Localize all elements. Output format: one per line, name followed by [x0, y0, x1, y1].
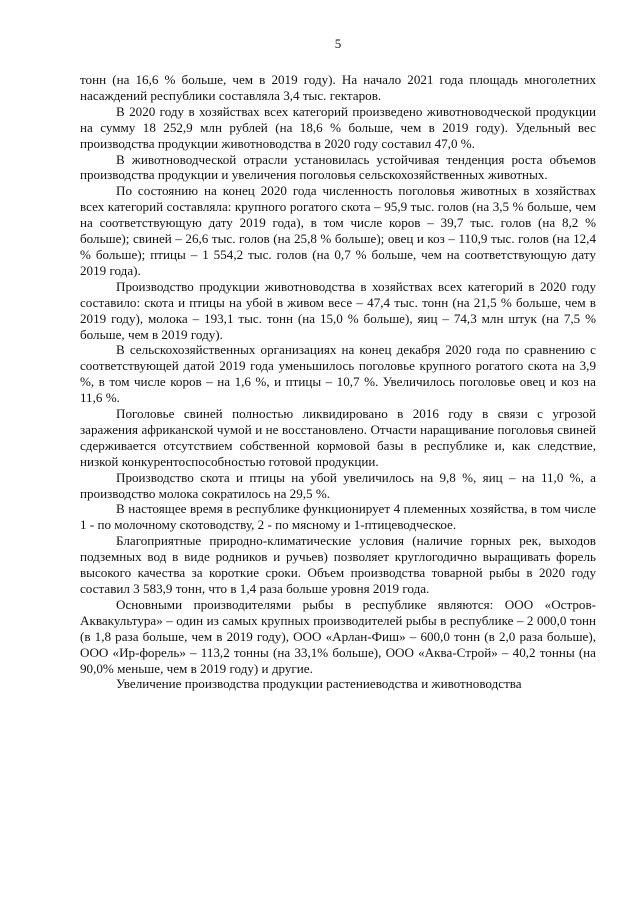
page-number: 5 [334, 36, 342, 51]
paragraph-6: В сельскохозяйственных организациях на конец декабря 2020 года по сравнению с соответствующей датой 2019 года уменьшилось поголовье крупного рогатого скота на 3,9 %, в том числе коров – на 1,6 %, и птицы – 10,7 %. Увеличилось поголовье овец и коз на 11,6 %. [80, 342, 596, 406]
paragraph-5: Производство продукции животноводства в хозяйствах всех категорий в 2020 году составило: скота и птицы на убой в живом весе – 47,4 тыс. тонн (на 21,5 % больше, чем в 2019 году), молока – 193,1 тыс. тонн (на 15,0 % больше), яиц – 74,3 млн штук (на 7,5 % больше, чем в 2019 году). [80, 278, 596, 342]
paragraph-4: По состоянию на конец 2020 года численность поголовья животных в хозяйствах всех категорий составляла: крупного рогатого скота – 95,9 тыс. голов (на 3,5 % больше, чем на соответствующую дату 2019 года), в том числе коров – 39,7 тыс. голов (на 8,2 % больше); свиней – 26,6 тыс. голов (на 25,8 % больше); овец и коз – 110,9 тыс. голов (на 12,4 % больше); птицы – 1 554,2 тыс. голов (на 0,7 % больше, чем на соответствующую дату 2019 года). [80, 183, 596, 278]
paragraph-2: В 2020 году в хозяйствах всех категорий произведено животноводческой продукции на сумму 18 252,9 млн рублей (на 18,6 % больше, чем в 2019 году). Удельный вес производства продукции животноводства в 2020 году составил 47,0 %. [80, 103, 596, 151]
paragraph-9: В настоящее время в республике функционирует 4 племенных хозяйства, в том числе 1 - по молочному скотоводству, 2 - по мясному и 1-птицеводческое. [80, 501, 596, 533]
paragraph-11: Основными производителями рыбы в республике являются: ООО «Остров-Аквакультура» – один из самых крупных производителей рыбы в республике – 2 000,0 тонн (в 1,8 раза больше, чем в 2019 году), ООО «Арлан-Фиш» – 600,0 тонн (в 2,0 раза больше), ООО «Ир-форель» – 113,2 тонны (на 33,1% больше), ООО «Аква-Строй» – 40,2 тонны (на 90,0% меньше, чем в 2019 году) и другие. [80, 596, 596, 676]
paragraph-8: Производство скота и птицы на убой увеличилось на 9,8 %, яиц – на 11,0 %, а производство молока сократилось на 29,5 %. [80, 469, 596, 501]
paragraph-7: Поголовье свиней полностью ликвидировано в 2016 году в связи с угрозой заражения африканской чумой и не восстановлено. Отчасти наращивание поголовья свиней сдерживается отсутствием собственной кормовой базы в республике и, как следствие, низкой конкурентоспособностью готовой продукции. [80, 406, 596, 469]
paragraph-1: тонн (на 16,6 % больше, чем в 2019 году). На начало 2021 года площадь многолетних насаждений республики составляла 3,4 тыс. гектаров. [80, 72, 596, 103]
paragraph-3: В животноводческой отрасли установилась устойчивая тенденция роста объемов производства продукции и увеличения поголовья сельскохозяйственных животных. [80, 151, 596, 183]
paragraph-10: Благоприятные природно-климатические условия (наличие горных рек, выходов подземных вод в виде родников и ручьев) позволяет круглогодично выращивать форель высокого качества за короткие сроки. Объем производства товарной рыбы в 2020 году составил 3 583,9 тонн, что в 1,4 раза больше уровня 2019 года. [80, 533, 596, 596]
paragraph-12: Увеличение производства продукции растениеводства и животноводства [116, 676, 522, 692]
body-text [80, 72, 596, 692]
